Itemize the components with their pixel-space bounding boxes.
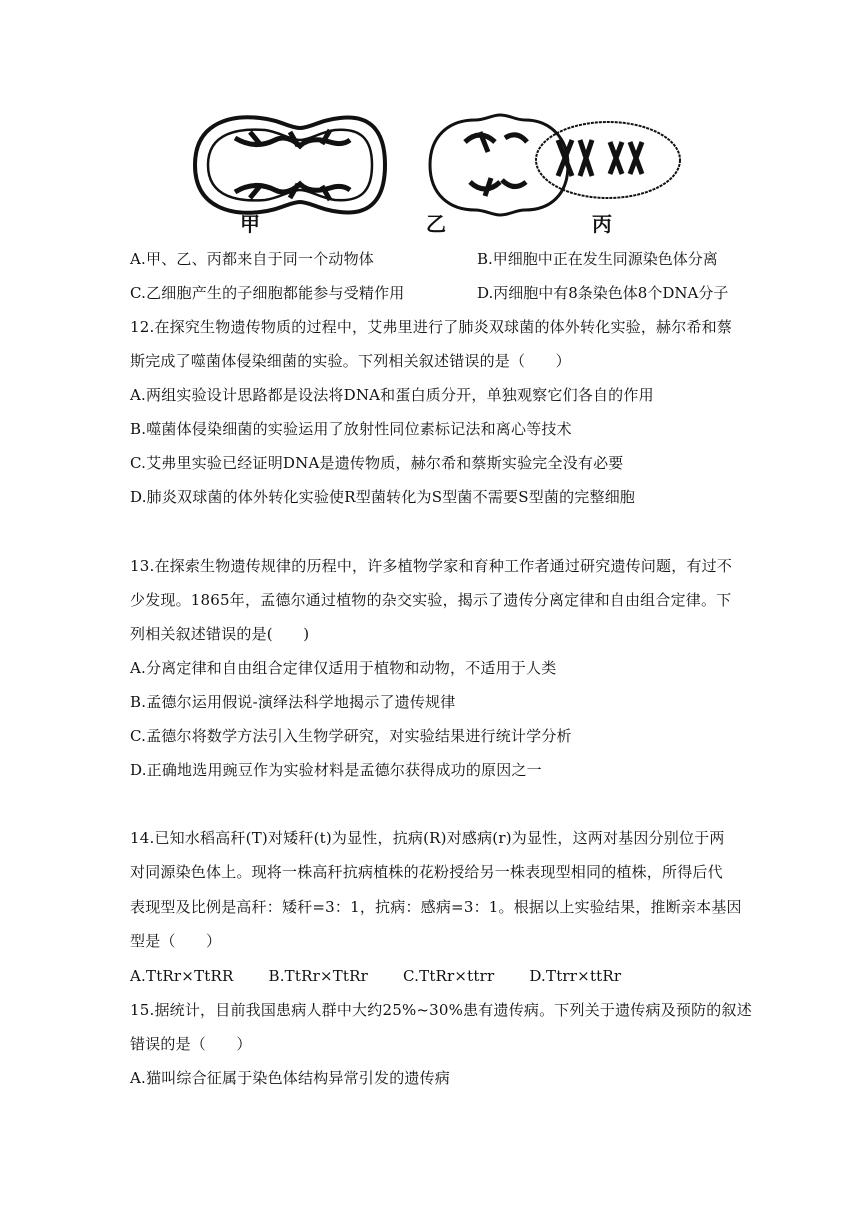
q14-stem-line-2: 对同源染色体上。现将一株高秆抗病植株的花粉授给另一株表现型相同的植株，所得后代 xyxy=(130,863,723,881)
q12-stem-line-2: 斯完成了噬菌体侵染细菌的实验。下列相关叙述错误的是（ ） xyxy=(130,352,571,370)
q11-option-c: C.乙细胞产生的子细胞都能参与受精作用 xyxy=(130,284,405,302)
q11-option-b: B.甲细胞中正在发生同源染色体分离 xyxy=(477,250,718,268)
q14-option-b: B.TtRr×TtRr xyxy=(268,967,369,985)
cell-jia-diagram xyxy=(195,117,385,212)
q14-option-c: C.TtRr×ttrr xyxy=(403,967,495,985)
q14-option-d: D.Ttrr×ttRr xyxy=(529,967,622,985)
q14-option-a: A.TtRr×TtRR xyxy=(130,967,234,985)
q14-stem-line-3: 表现型及比例是高秆：矮秆=3：1，抗病：感病=3：1。根据以上实验结果，推断亲本基因 xyxy=(130,898,742,916)
q13-option-d: D.正确地选用豌豆作为实验材料是孟德尔获得成功的原因之一 xyxy=(130,761,542,779)
q15-stem-line-2: 错误的是（ ） xyxy=(130,1035,252,1053)
q14-stem-line-1: 14.已知水稻高秆(T)对矮秆(t)为显性，抗病(R)对感病(r)为显性，这两对基因分别位于两 xyxy=(130,829,725,847)
q12-option-a: A.两组实验设计思路都是设法将DNA和蛋白质分开，单独观察它们各自的作用 xyxy=(130,386,654,404)
q13-option-a: A.分离定律和自由组合定律仅适用于植物和动物，不适用于人类 xyxy=(130,659,557,677)
q11-option-d: D.丙细胞中有8条染色体8个DNA分子 xyxy=(477,284,729,302)
q14-options xyxy=(130,966,651,986)
q15-stem-line-1: 15.据统计，目前我国患病人群中大约25%~30%患有遗传病。下列关于遗传病及预防的叙述 xyxy=(130,1001,752,1019)
q11-option-a: A.甲、乙、丙都来自于同一个动物体 xyxy=(130,250,375,268)
figure-label-bing: 丙 xyxy=(592,212,612,236)
q12-stem-line-1: 12.在探究生物遗传物质的过程中，艾弗里进行了肺炎双球菌的体外转化实验，赫尔希和蔡 xyxy=(130,318,733,336)
q15-option-a: A.猫叫综合征属于染色体结构异常引发的遗传病 xyxy=(130,1069,451,1087)
q13-option-c: C.孟德尔将数学方法引入生物学研究，对实验结果进行统计学分析 xyxy=(130,727,572,745)
q13-stem-line-2: 少发现。1865年，孟德尔通过植物的杂交实验，揭示了遗传分离定律和自由组合定律。下 xyxy=(130,591,732,609)
q13-stem-line-3: 列相关叙述错误的是( ) xyxy=(130,625,310,643)
q12-option-b: B.噬菌体侵染细菌的实验运用了放射性同位素标记法和离心等技术 xyxy=(130,420,572,438)
q14-stem-line-4: 型是（ ） xyxy=(130,932,222,950)
q13-option-b: B.孟德尔运用假说-演绎法科学地揭示了遗传规律 xyxy=(130,693,456,711)
figure-label-jia: 甲 xyxy=(240,212,260,236)
cell-bing-diagram xyxy=(536,122,680,198)
cell-yi-diagram xyxy=(430,115,568,215)
q12-option-d: D.肺炎双球菌的体外转化实验使R型菌转化为S型菌不需要S型菌的完整细胞 xyxy=(130,488,636,506)
q12-option-c: C.艾弗里实验已经证明DNA是遗传物质，赫尔希和蔡斯实验完全没有必要 xyxy=(130,454,624,472)
figure-label-yi: 乙 xyxy=(426,212,446,236)
q13-stem-line-1: 13.在探索生物遗传规律的历程中，许多植物学家和育种工作者通过研究遗传问题，有过不 xyxy=(130,557,733,575)
